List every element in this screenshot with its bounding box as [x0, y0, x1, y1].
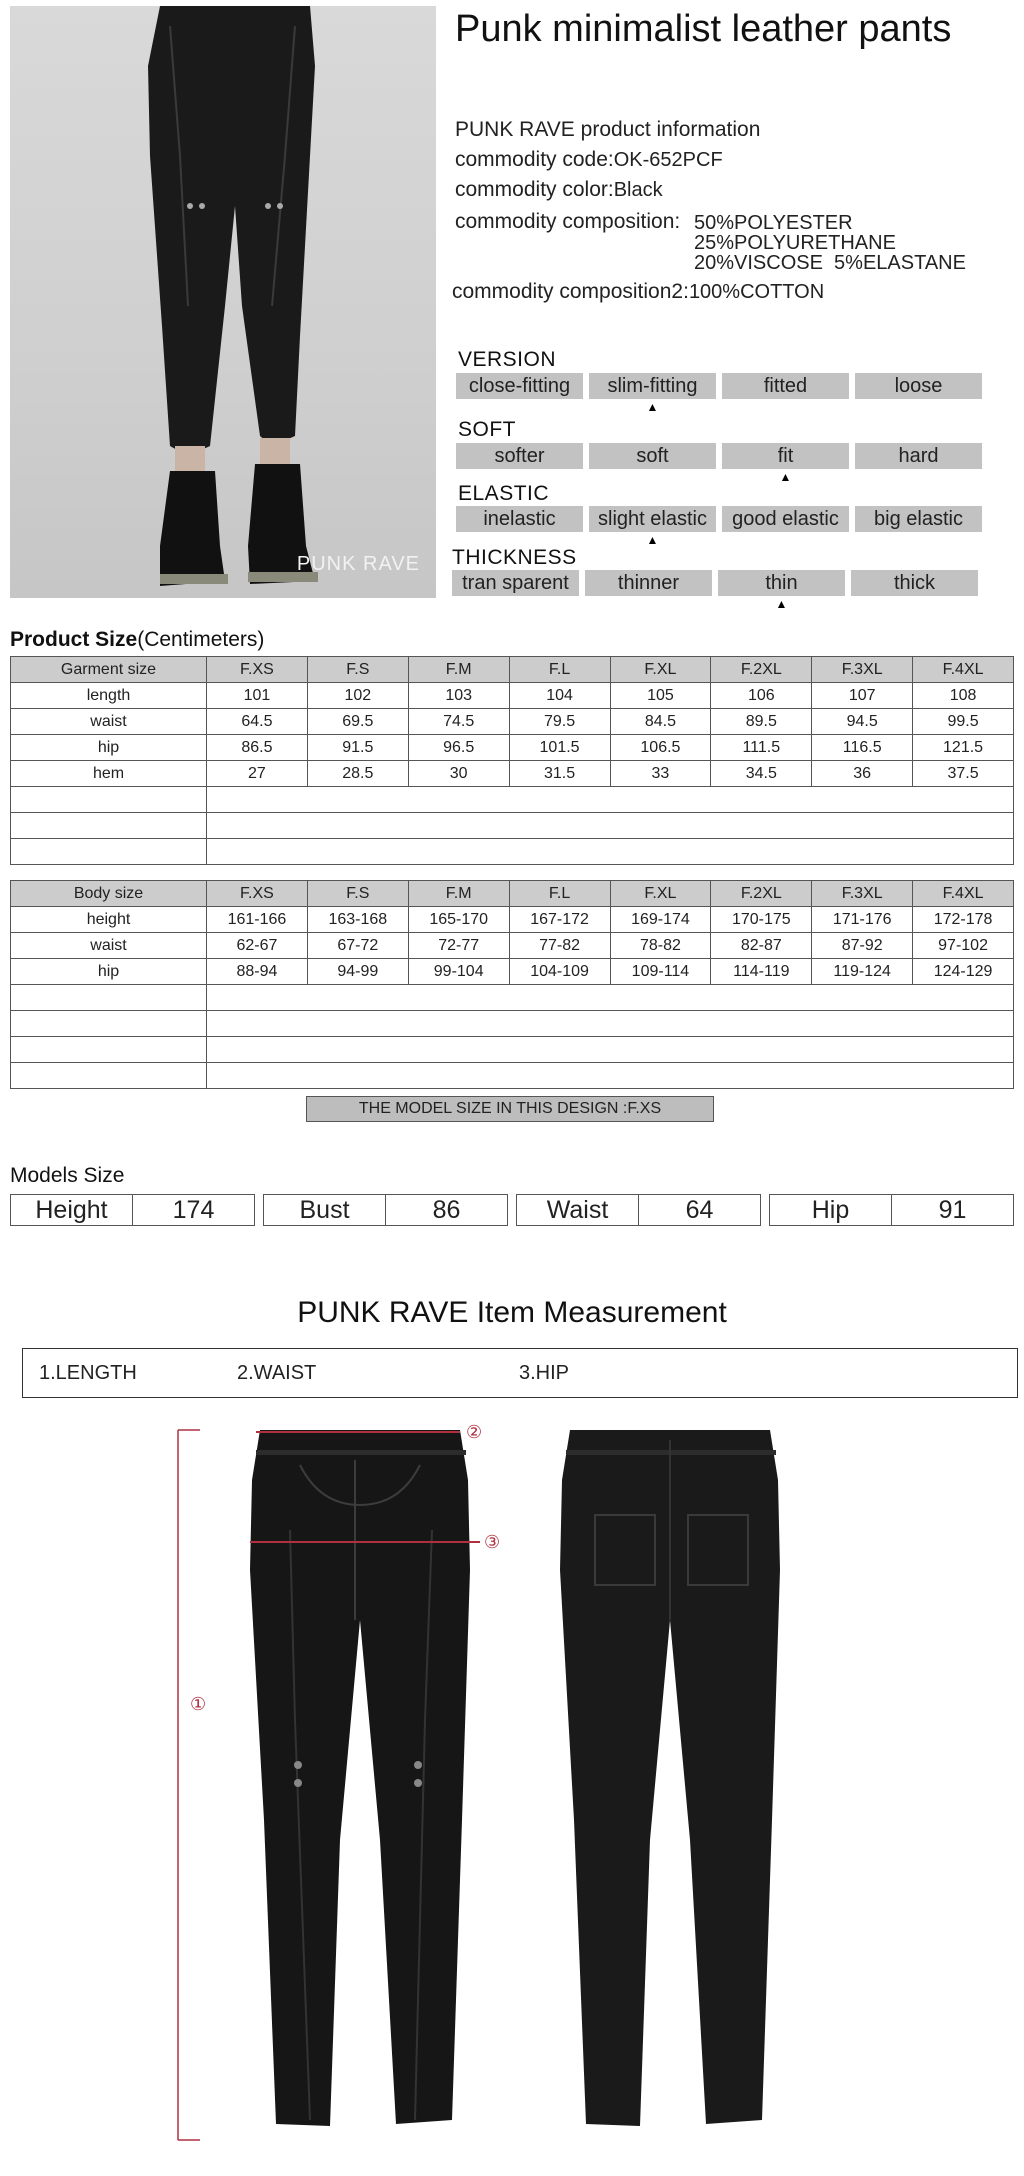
product-size-title: Product Size(Centimeters)	[10, 628, 265, 651]
table-header-row: Body size F.XS F.S F.M F.L F.XL F.2XL F.3XL F.4XL	[11, 881, 1014, 907]
model-height: Height 174	[10, 1194, 255, 1226]
attr-option: tran sparent	[452, 570, 579, 596]
attr-label-thickness: THICKNESS	[452, 546, 577, 569]
attr-option-selected: slight elastic ▲	[589, 506, 716, 532]
legend-waist: 2.WAIST	[237, 1362, 317, 1384]
attr-option: close-fitting	[456, 373, 583, 399]
composition-list	[694, 213, 966, 273]
attr-option-selected: thin ▲	[718, 570, 845, 596]
table-row: waist 62-67 67-72 72-77 77-82 78-82 82-87 87-92 97-102	[11, 933, 1014, 959]
attr-bar-soft	[456, 443, 982, 484]
selected-marker: ▲	[646, 533, 659, 547]
legend-length: 1.LENGTH	[39, 1362, 137, 1384]
selected-marker: ▲	[646, 400, 659, 414]
selected-marker: ▲	[775, 597, 788, 611]
attr-option: good elastic	[722, 506, 849, 532]
attr-bar-elastic	[456, 506, 982, 547]
selected-marker: ▲	[779, 470, 792, 484]
table-row: hem 27 28.5 30 31.5 33 34.5 36 37.5	[11, 761, 1014, 787]
attr-bar-version	[456, 373, 982, 414]
composition2-label: commodity composition2:	[452, 280, 689, 303]
code-label: commodity code:	[455, 148, 614, 171]
attr-label-elastic: ELASTIC	[458, 482, 550, 505]
commodity-color	[455, 178, 663, 202]
measurement-legend	[22, 1348, 1018, 1398]
commodity-code	[455, 148, 723, 172]
table-header-row: Garment size F.XS F.S F.M F.L F.XL F.2XL F.3XL F.4XL	[11, 657, 1014, 683]
attr-option: hard	[855, 443, 982, 469]
attr-option-selected: fit ▲	[722, 443, 849, 469]
model-bust: Bust 86	[263, 1194, 508, 1226]
model-legs-illustration	[10, 6, 436, 598]
commodity-composition2	[452, 280, 824, 304]
attr-option: thick	[851, 570, 978, 596]
color-value: Black	[613, 179, 663, 201]
attr-option: inelastic	[456, 506, 583, 532]
body-size-table	[10, 880, 1014, 1089]
code-value: OK-652PCF	[613, 149, 723, 171]
attr-label-soft: SOFT	[458, 418, 516, 441]
model-waist: Waist 64	[516, 1194, 761, 1226]
legend-hip: 3.HIP	[519, 1362, 570, 1384]
composition-line: 25%POLYURETHANE	[694, 232, 896, 254]
attr-option: fitted	[722, 373, 849, 399]
marker-3: ③	[484, 1532, 501, 1553]
attr-option: softer	[456, 443, 583, 469]
composition-label: commodity composition:	[455, 210, 681, 233]
table-row: height 161-166 163-168 165-170 167-172 169-174 170-175 171-176 172-178	[11, 907, 1014, 933]
product-title: Punk minimalist leather pants	[455, 8, 952, 50]
table-row-empty	[11, 1011, 1014, 1037]
model-size-note: THE MODEL SIZE IN THIS DESIGN :F.XS	[306, 1096, 714, 1122]
pants-drawing	[170, 1420, 870, 2160]
model-hip: Hip 91	[769, 1194, 1014, 1226]
models-size-row	[10, 1194, 1014, 1226]
composition-line: 50%POLYESTER	[694, 212, 853, 234]
marker-1: ①	[190, 1694, 207, 1715]
info-heading: PUNK RAVE product information	[455, 118, 761, 141]
table-row: hip 88-94 94-99 99-104 104-109 109-114 114-119 119-124 124-129	[11, 959, 1014, 985]
garment-size-table	[10, 656, 1014, 865]
table-row: waist 64.5 69.5 74.5 79.5 84.5 89.5 94.5 99.5	[11, 709, 1014, 735]
attr-option: soft	[589, 443, 716, 469]
table-row-empty	[11, 813, 1014, 839]
attr-option: big elastic	[855, 506, 982, 532]
composition-line: 20%VISCOSE 5%ELASTANE	[694, 252, 966, 274]
measurement-title: PUNK RAVE Item Measurement	[297, 1296, 727, 1329]
watermark: PUNK RAVE	[296, 553, 420, 575]
models-size-title: Models Size	[10, 1164, 125, 1187]
table-row-empty	[11, 1037, 1014, 1063]
marker-2: ②	[466, 1422, 483, 1443]
table-row-empty	[11, 985, 1014, 1011]
attr-option-selected: slim-fitting ▲	[589, 373, 716, 399]
table-row: hip 86.5 91.5 96.5 101.5 106.5 111.5 116.5 121.5	[11, 735, 1014, 761]
attr-label-version: VERSION	[458, 348, 557, 371]
attr-bar-thickness	[452, 570, 978, 611]
hero-photo	[10, 6, 436, 598]
attr-option: thinner	[585, 570, 712, 596]
color-label: commodity color:	[455, 178, 614, 201]
pants-measurement-figure	[170, 1420, 870, 2160]
composition2-value: 100%COTTON	[688, 281, 825, 303]
table-row-empty	[11, 787, 1014, 813]
table-row: length 101 102 103 104 105 106 107 108	[11, 683, 1014, 709]
table-row-empty	[11, 1063, 1014, 1089]
table-row-empty	[11, 839, 1014, 865]
attr-option: loose	[855, 373, 982, 399]
